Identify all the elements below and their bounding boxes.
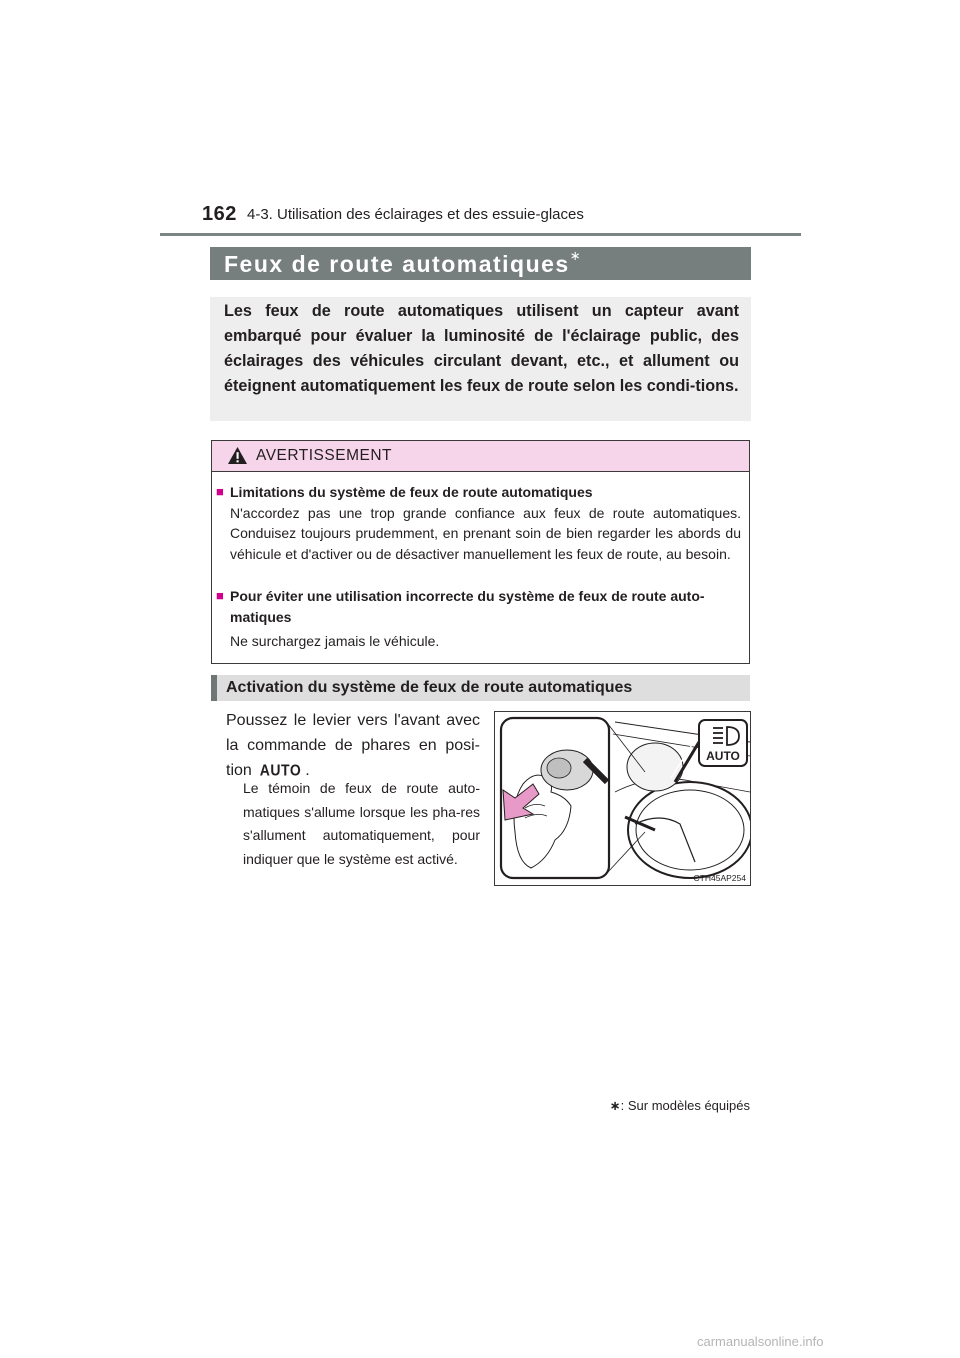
footnote <box>610 1098 750 1114</box>
bullet-square: ■ <box>216 588 224 603</box>
section-title-bar <box>210 247 751 280</box>
page-title: Feux de route automatiques <box>224 251 570 277</box>
subsection-title-bar <box>211 675 750 701</box>
bullet-square: ■ <box>216 484 224 499</box>
step-text-before: Poussez le levier vers l'avant avec la commande de phares en posi-tion <box>226 712 480 779</box>
lever-illustration <box>495 712 750 885</box>
intro-text: Les feux de route automatiques utilisent un capteur avant embarqué pour évaluer la luminosité de l'éclairage public, des éclairages des véhicules circulant devant, etc., et allument ou éteignent automatiquement les feux de route selon les condi-tions. <box>224 302 739 395</box>
footnote-marker: ∗ <box>609 1098 621 1113</box>
warning-item-body: N'accordez pas une trop grande confiance aux feux de route automatiques. Conduisez toujours prudemment, en prenant soin de bien regarder les abords du véhicule et d'activer ou de désactiver manuellement les feux de route, au besoin. <box>230 504 741 562</box>
step-text-after: . <box>305 762 310 779</box>
headlight-lever-figure <box>494 711 751 886</box>
warning-item-body: Ne surchargez jamais le véhicule. <box>230 633 440 649</box>
header-rule <box>160 233 801 236</box>
warning-item <box>216 482 741 564</box>
warning-item-heading: Pour éviter une utilisation incorrecte du système de feux de route auto-matiques <box>230 588 705 625</box>
watermark: carmanualsonline.info <box>697 1334 824 1349</box>
intro-box <box>210 297 751 421</box>
warning-header <box>212 441 749 472</box>
warning-triangle-icon <box>227 446 248 465</box>
note-text: Le témoin de feux de route auto-matiques s'allume lorsque les pha-res s'allument automatiquement, pour indiquer que le système est activé. <box>243 780 480 867</box>
warning-title: AVERTISSEMENT <box>256 447 392 464</box>
step-text <box>226 709 480 784</box>
warning-item <box>216 586 741 652</box>
running-head: 4-3. Utilisation des éclairages et des essuie-glaces <box>247 206 584 223</box>
subsection-title: Activation du système de feux de route automatiques <box>226 679 633 696</box>
warning-box <box>211 440 750 664</box>
figure-code: CTH45AP254 <box>693 873 746 883</box>
title-footnote-marker: ∗ <box>569 248 583 263</box>
page-number: 162 <box>202 203 237 225</box>
figure-auto-label: AUTO <box>706 749 740 763</box>
warning-item-heading: Limitations du système de feux de route automatiques <box>230 484 593 500</box>
footnote-text: : Sur modèles équipés <box>620 1098 750 1113</box>
auto-symbol: AUTO <box>259 761 302 779</box>
